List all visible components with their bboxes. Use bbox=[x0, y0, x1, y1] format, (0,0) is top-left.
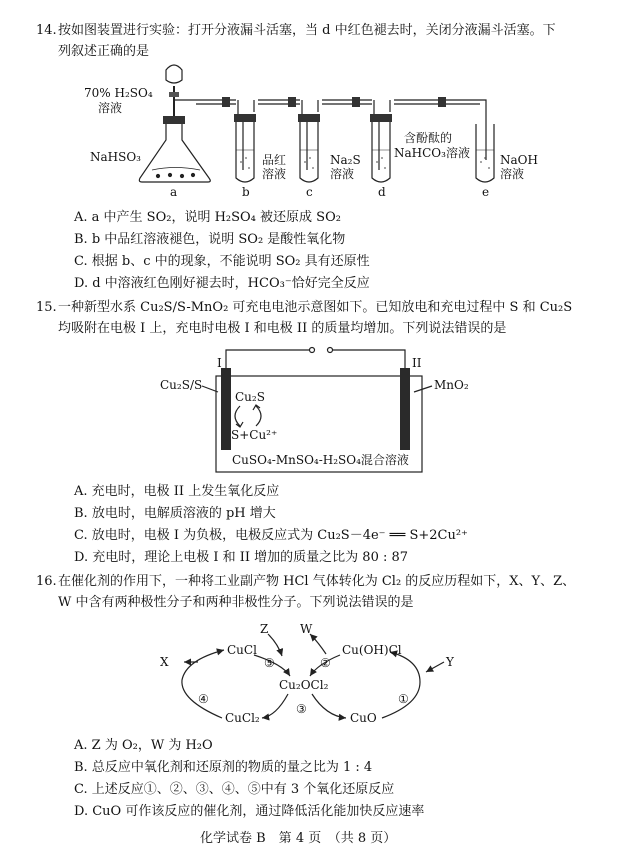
electrode-2-label: II bbox=[412, 356, 422, 370]
tube-b-label-2: 溶液 bbox=[262, 167, 287, 181]
q16-option-c: C. 上述反应①、②、③、④、⑤中有 3 个氧化还原反应 bbox=[74, 782, 395, 797]
q14-option-d: D. d 中溶液红色刚好褪去时，HCO₃⁻恰好完全反应 bbox=[74, 276, 370, 291]
species-cuohcl: Cu(OH)Cl bbox=[342, 643, 402, 657]
species-cucl2: CuCl₂ bbox=[225, 711, 260, 725]
step-1: ① bbox=[398, 692, 409, 706]
q15-option-a: A. 充电时，电极 II 上发生氧化反应 bbox=[74, 484, 280, 499]
tube-d-label-1: 含酚酞的 bbox=[404, 131, 453, 145]
species-cu2ocl2: Cu₂OCl₂ bbox=[279, 678, 329, 692]
q14-number: 14. bbox=[36, 23, 57, 38]
q16-option-a: A. Z 为 O₂，W 为 H₂O bbox=[74, 738, 213, 753]
cycle-bottom: S+Cu²⁺ bbox=[231, 428, 278, 442]
label-x: X bbox=[160, 655, 169, 669]
q15-option-c: C. 放电时，电极 I 为负极，电极反应式为 Cu₂S－4e⁻ ══ S+2Cu²⁺ bbox=[74, 528, 468, 543]
label-b: b bbox=[242, 185, 250, 199]
q16-stem-line2: W 中含有两种极性分子和两种非极性分子。下列说法错误的是 bbox=[58, 595, 414, 610]
q14-stem-line1: 按如图装置进行实验：打开分液漏斗活塞，当 d 中红色褪去时，关闭分液漏斗活塞。下 bbox=[58, 23, 556, 38]
q14-option-a: A. a 中产生 SO₂，说明 H₂SO₄ 被还原成 SO₂ bbox=[74, 210, 341, 225]
q15-option-d: D. 充电时，理论上电极 I 和 II 增加的质量之比为 80 : 87 bbox=[74, 550, 409, 565]
tube-e-label-2: 溶液 bbox=[500, 167, 525, 181]
flask-label: NaHSO₃ bbox=[90, 150, 141, 164]
label-z: Z bbox=[260, 622, 269, 636]
label-d: d bbox=[378, 185, 386, 199]
q15-stem-line1: 一种新型水系 Cu₂S/S-MnO₂ 可充电电池示意图如下。已知放电和充电过程中 S 和 Cu₂S bbox=[58, 300, 573, 315]
label-e: e bbox=[482, 185, 490, 199]
q15-option-b: B. 放电时，电解质溶液的 pH 增大 bbox=[74, 506, 276, 521]
label-y: Y bbox=[446, 655, 454, 669]
q15-number: 15. bbox=[36, 300, 57, 315]
label-w: W bbox=[300, 622, 313, 636]
species-cucl: CuCl bbox=[227, 643, 257, 657]
q15-stem-line2: 均吸附在电极 I 上，充电时电极 I 和电极 II 的质量均增加。下列说法错误的是 bbox=[58, 321, 507, 336]
tube-e-label-1: NaOH bbox=[500, 153, 538, 167]
electrolyte-label: CuSO₄-MnSO₄-H₂SO₄混合溶液 bbox=[232, 453, 409, 467]
electrode-1-material: Cu₂S/S bbox=[160, 378, 203, 392]
q16-option-d: D. CuO 可作该反应的催化剂，通过降低活化能加快反应速率 bbox=[74, 804, 425, 819]
q16-stem-line1: 在催化剂的作用下，一种将工业副产物 HCl 气体转化为 Cl₂ 的反应历程如下，X、Y、Z、 bbox=[58, 574, 576, 589]
cycle-top: Cu₂S bbox=[235, 390, 265, 404]
electrode-1-label: I bbox=[217, 356, 222, 370]
q16-number: 16. bbox=[36, 574, 57, 589]
q14-stem-line2: 列叙述正确的是 bbox=[58, 44, 150, 59]
funnel-label-1: 70% H₂SO₄ bbox=[84, 86, 153, 100]
step-5: ⑤ bbox=[264, 656, 275, 670]
page-footer: 化学试卷 B 第 4 页 （共 8 页） bbox=[200, 831, 397, 846]
q14-option-c: C. 根据 b、c 中的现象，不能说明 SO₂ 具有还原性 bbox=[74, 254, 370, 269]
step-4: ④ bbox=[198, 692, 209, 706]
label-c: c bbox=[306, 185, 313, 199]
funnel-label-2: 溶液 bbox=[98, 101, 123, 115]
tube-c-label-1: Na₂S bbox=[330, 153, 361, 167]
label-a: a bbox=[170, 185, 178, 199]
step-3: ③ bbox=[296, 702, 307, 716]
tube-c-label-2: 溶液 bbox=[330, 167, 355, 181]
tube-b-label-1: 品红 bbox=[262, 153, 287, 167]
electrode-2-material: MnO₂ bbox=[434, 378, 469, 392]
tube-d-label-2: NaHCO₃溶液 bbox=[394, 146, 470, 160]
q16-option-b: B. 总反应中氧化剂和还原剂的物质的量之比为 1 : 4 bbox=[74, 760, 373, 775]
q14-option-b: B. b 中品红溶液褪色，说明 SO₂ 是酸性氧化物 bbox=[74, 232, 346, 247]
step-2: ② bbox=[320, 656, 331, 670]
species-cuo: CuO bbox=[350, 711, 377, 725]
